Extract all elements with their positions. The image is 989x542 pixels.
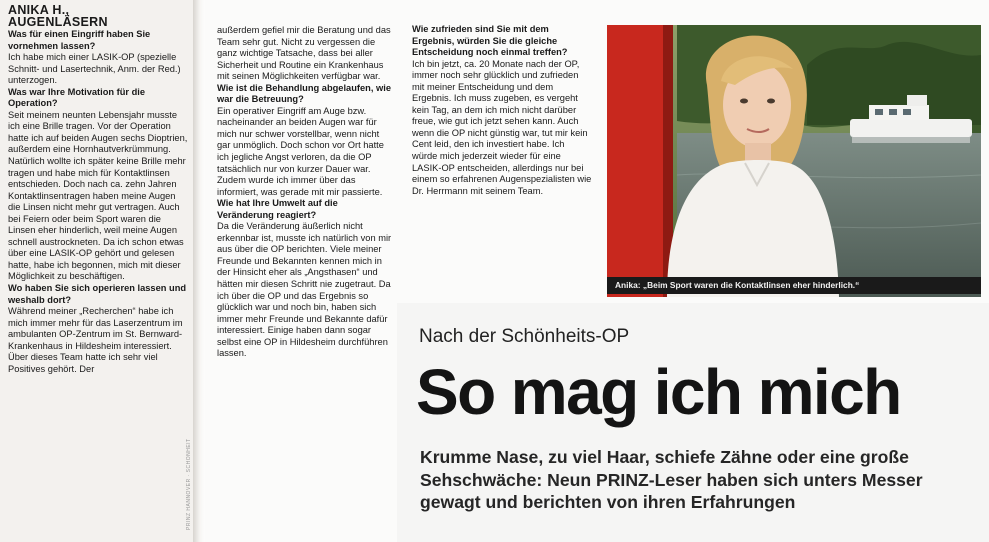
interview-question: Wo haben Sie sich operieren lassen und weshalb dort?	[8, 283, 187, 305]
interview-answer: Seit meinem neunten Lebensjahr musste ich eine Brille tragen. Vor der Operation hatte ich auf beiden Augen sechs Dioptrien, außerdem eine Hornhautverkrümmung. Natürlich wollte ich später keine Brille mehr tragen und habe mich für Kontaktlinsen entschieden. Doch nach ca. zehn Jahren Kontaktlinsentragen haben meine Augen die Linsen nicht mehr gut vertragen. Auch bei Feiern oder beim Sport waren die Linsen eher hinderlich, weil meine Augen schnell austrockneten. Da ich schon etwas über eine LASIK-OP gehört und gelesen hatte, habe ich begonnen, mich mit dieser Möglichkeit zu beschäftigen.	[8, 109, 188, 282]
interview-question: Was für einen Eingriff haben Sie vornehmen lassen?	[8, 29, 151, 51]
column-2-body	[217, 25, 395, 360]
interview-question: Wie ist die Behandlung abgelaufen, wie war die Betreuung?	[217, 82, 391, 105]
interviewee-topic: AUGENLÄSERN	[8, 15, 108, 29]
interview-answer: Da die Veränderung äußerlich nicht erkennbar ist, musste ich natürlich von mir aus über die OP berichten. Viele meiner Freunde und Bekannten kennen mich in der Hinsicht eher als „Angsthasen“ und hätten mir diesen Schritt nie zugetraut. Da ich über die OP und das Ergebnis so glücklich war und noch bin, haben sich immer mehr Freunde und Bekannte dafür interessiert. Einige haben dann sogar selbst eine OP in Hildesheim durchführen lassen.	[217, 221, 392, 359]
page-gutter	[193, 0, 205, 542]
spine-text: PRINZ HANNOVER · SCHÖNHEIT	[186, 438, 192, 530]
column-1-body	[8, 29, 188, 375]
interview-column-1	[8, 4, 188, 375]
interview-answer: Ein operativer Eingriff am Auge bzw. nacheinander an beiden Augen war für mich nur schwer vorstellbar, wenn nicht gar unmöglich. Doch schon vor Ort hatte ich jegliche Angst verloren, da die OP tatsächlich nur von kurzer Dauer war. Zudem wurde ich immer über das informiert, was gerade mit mir passierte.	[217, 105, 384, 197]
interview-question: Wie hat Ihre Umwelt auf die Veränderung reagiert?	[217, 198, 338, 220]
red-pillar	[607, 25, 669, 297]
interview-answer: Ich bin jetzt, ca. 20 Monate nach der OP, immer noch sehr glücklich und zufrieden mit meiner Entscheidung und dem Ergebnis. Ich muss zugeben, es vergeht kein Tag, an dem ich mich nicht darüber freue, wie gut ich jetzt sehen kann. Auch wenn die OP nicht günstig war, tut mir kein Cent leid, den ich investiert habe. Ich würde mich jederzeit wieder für eine LASIK-OP entscheiden, allerdings nur bei einem so erfahrenen Augenspezialisten wie Dr. Herrmann mit seinem Team.	[412, 58, 592, 196]
interview-answer: Während meiner „Recherchen“ habe ich mich immer mehr für das Laserzentrum im ambulanten OP-Zentrum im St. Bernward-Krankenhaus in Hildesheim interessiert. Über dieses Team hatte ich sehr viel Positives gehört. Der	[8, 306, 183, 374]
interview-question: Wie zufrieden sind Sie mit dem Ergebnis, würden Sie die gleiche Entscheidung noch einmal treffen?	[412, 24, 568, 58]
interview-answer: Ich habe mich einer LASIK-OP (spezielle Schnitt- und Lasertechnik, Anm. der Red.) unterzogen.	[8, 52, 181, 86]
portrait-illustration	[607, 25, 981, 297]
column-3-body	[412, 24, 592, 197]
article-headline: So mag ich mich	[416, 356, 901, 428]
interviewee-name: ANIKA H.,	[8, 3, 70, 17]
article-deck: Krumme Nase, zu viel Haar, schiefe Zähne oder eine große Sehschwäche: Neun PRINZ-Leser haben sich unters Messer gewagt und berichten von ihren Erfahrungen	[420, 447, 923, 512]
photo-caption: Anika: „Beim Sport waren die Kontaktlinsen eher hinderlich.“	[607, 277, 981, 294]
portrait-photo	[607, 25, 981, 297]
article-kicker: Nach der Schönheits-OP	[419, 326, 630, 347]
interview-column-3	[412, 24, 592, 197]
interview-column-2	[217, 25, 395, 360]
interview-answer: außerdem gefiel mir die Beratung und das Team sehr gut. Nicht zu vergessen die ganz wichtige Tatsache, dass bei aller Sicherheit und Routine ein Krankenhaus mit seinen Möglichkeiten verfügbar war.	[217, 25, 391, 82]
interview-question: Was war Ihre Motivation für die Operation?	[8, 86, 146, 109]
